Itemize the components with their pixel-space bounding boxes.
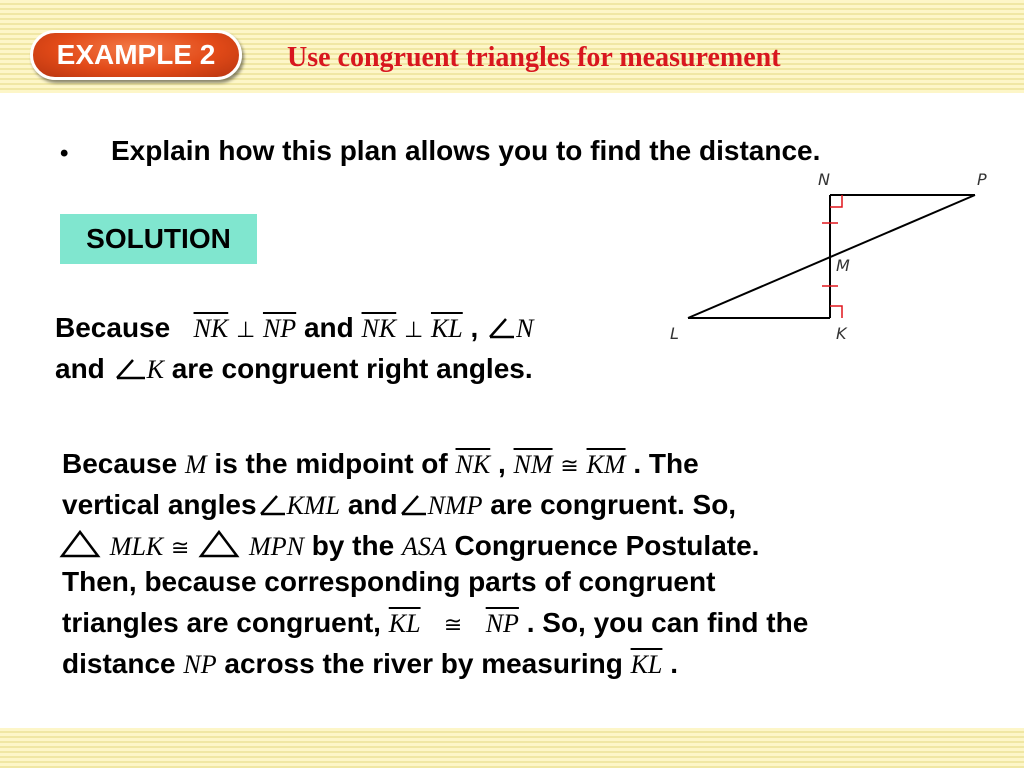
para3-line3 <box>62 647 678 682</box>
label-p: P <box>977 170 987 189</box>
angle-icon <box>486 315 516 339</box>
seg-nm: $\overline{NM}$ <box>513 450 553 479</box>
para1-line2 <box>55 352 533 387</box>
congruent-icon-3: ≅ <box>443 613 463 638</box>
para2-line1 <box>62 447 699 484</box>
label-l: L <box>670 324 679 343</box>
seg-kl: $\overline{KL}$ <box>430 314 463 343</box>
angle-kml: KML <box>286 491 341 520</box>
label-k: K <box>836 324 847 343</box>
para1-line1 <box>55 311 533 348</box>
angle-icon-4 <box>398 492 428 516</box>
triangle-mlk: MLK <box>109 532 164 561</box>
para2-comma: , <box>497 448 506 479</box>
seg-nk: $\overline{NK}$ <box>193 314 229 343</box>
seg-nk-3: $\overline{NK}$ <box>455 450 491 479</box>
para2-because: Because <box>62 448 178 479</box>
label-m: M <box>836 256 850 275</box>
para1-end: are congruent right angles. <box>171 353 533 384</box>
right-angle-k-icon <box>830 306 842 318</box>
para1-and: and <box>303 312 354 343</box>
angle-k: K <box>146 355 164 384</box>
para2-midpoint: is the midpoint of <box>214 448 448 479</box>
para3-distance: distance <box>62 648 176 679</box>
para2-postulate: Congruence Postulate. <box>454 530 760 561</box>
perpendicular-icon-2: ⊥ <box>404 318 424 343</box>
para2-and: and <box>347 489 398 520</box>
solution-label: SOLUTION <box>60 214 257 264</box>
triangle-icon-2 <box>197 529 241 559</box>
geometry-figure <box>660 165 1000 350</box>
right-angle-n-icon <box>830 195 842 207</box>
para2-line3 <box>58 529 759 566</box>
seg-nk-2: $\overline{NK}$ <box>361 314 397 343</box>
angle-icon-2 <box>113 356 147 380</box>
para3-line2 <box>62 606 808 643</box>
angle-icon-3 <box>257 492 287 516</box>
para2-so: are congruent. So, <box>490 489 737 520</box>
triangle-mpn: MPN <box>249 532 304 561</box>
para3-end: . <box>670 648 678 679</box>
congruent-icon-2: ≅ <box>171 536 190 561</box>
para2-line2 <box>62 488 736 523</box>
angle-n: N <box>516 314 534 343</box>
para2-the: . The <box>633 448 699 479</box>
para2-vertical: vertical angles <box>62 489 257 520</box>
para1-comma: , <box>470 312 479 343</box>
seg-np-2: $\overline{NP}$ <box>485 609 519 638</box>
slide-title: Use congruent triangles for measurement <box>287 42 781 73</box>
footer-band <box>0 728 1024 768</box>
perpendicular-icon: ⊥ <box>236 318 256 343</box>
seg-kl-3: $\overline{KL}$ <box>630 650 663 679</box>
point-m: M <box>184 450 207 479</box>
triangle-icon <box>58 529 102 559</box>
seg-np: $\overline{NP}$ <box>262 314 297 343</box>
para3-across: across the river by measuring <box>224 648 623 679</box>
para3-so: . So, you can find the <box>526 607 809 638</box>
example-badge: EXAMPLE 2 <box>30 30 242 80</box>
label-n: N <box>818 170 830 189</box>
para1-because: Because <box>55 312 171 343</box>
para2-by: by the <box>311 530 395 561</box>
bullet-icon: • <box>60 140 69 167</box>
para3-line1: Then, because corresponding parts of congruent <box>62 566 716 597</box>
angle-nmp: NMP <box>427 491 483 520</box>
congruent-icon: ≅ <box>560 454 579 479</box>
question-text: Explain how this plan allows you to find the distance. <box>111 135 821 166</box>
para1-and-2: and <box>55 353 105 384</box>
figure-lines <box>688 195 975 318</box>
seg-km: $\overline{KM}$ <box>586 450 626 479</box>
seg-kl-2: $\overline{KL}$ <box>388 609 421 638</box>
postulate-asa: ASA <box>401 532 447 561</box>
distance-np: NP <box>183 650 217 679</box>
segment-lp <box>688 195 975 318</box>
para3-triangles: triangles are congruent, <box>62 607 381 638</box>
